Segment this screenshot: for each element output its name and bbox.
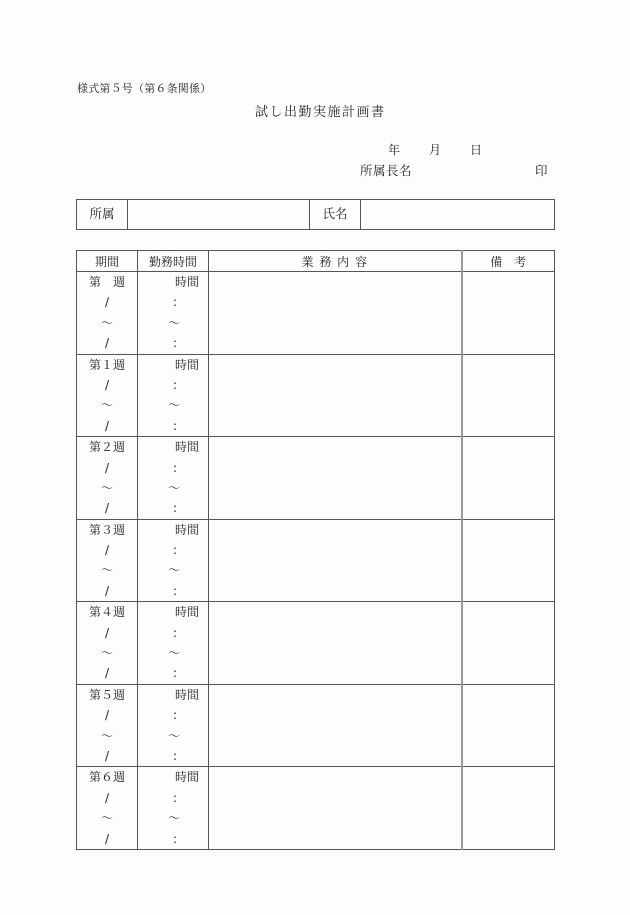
week-label: 第４週 bbox=[88, 605, 125, 620]
hours-label: 時間 bbox=[174, 687, 199, 702]
time-range-tilde: 〜 bbox=[167, 480, 180, 495]
date-range-tilde: 〜 bbox=[100, 728, 113, 743]
week-label: 第 週 bbox=[88, 275, 125, 289]
header-remarks: 備 考 bbox=[462, 251, 555, 272]
date-range-tilde: 〜 bbox=[100, 398, 113, 413]
time-range-tilde: 〜 bbox=[167, 398, 180, 413]
date-range-tilde: 〜 bbox=[100, 811, 113, 826]
date-to: / bbox=[104, 748, 110, 763]
plan-table bbox=[76, 250, 555, 850]
form-code: 様式第５号（第６条関係） bbox=[77, 82, 212, 95]
time-from: : bbox=[172, 377, 177, 392]
date-day-label: 日 bbox=[470, 143, 483, 157]
time-from: : bbox=[172, 295, 177, 310]
department-label: 所属 bbox=[77, 200, 128, 230]
header-duties: 業 務 内 容 bbox=[209, 251, 462, 272]
date-from: / bbox=[104, 708, 110, 723]
time-from: : bbox=[172, 543, 177, 558]
time-from: : bbox=[172, 625, 177, 640]
period-cell[interactable] bbox=[77, 767, 138, 850]
date-to: / bbox=[104, 583, 110, 598]
date-to: / bbox=[104, 666, 110, 681]
name-label: 氏名 bbox=[310, 200, 361, 230]
work-hours-cell[interactable] bbox=[138, 602, 209, 685]
week-label: 第２週 bbox=[88, 440, 125, 455]
work-hours-cell[interactable] bbox=[138, 767, 209, 850]
remarks-cell[interactable] bbox=[462, 767, 555, 850]
remarks-cell[interactable] bbox=[462, 519, 555, 602]
date-to: / bbox=[104, 418, 110, 433]
header-period: 期間 bbox=[77, 251, 138, 272]
duties-cell[interactable] bbox=[209, 602, 462, 685]
week-row bbox=[77, 437, 555, 520]
time-range-tilde: 〜 bbox=[167, 563, 180, 578]
date-to: / bbox=[104, 336, 110, 351]
seal-label: 印 bbox=[535, 163, 548, 178]
duties-cell[interactable] bbox=[209, 272, 462, 355]
week-row bbox=[77, 272, 555, 355]
time-range-tilde: 〜 bbox=[167, 728, 180, 743]
duties-cell[interactable] bbox=[209, 354, 462, 437]
remarks-cell[interactable] bbox=[462, 684, 555, 767]
time-to: : bbox=[172, 583, 177, 598]
work-hours-cell[interactable] bbox=[138, 684, 209, 767]
work-hours-cell[interactable] bbox=[138, 437, 209, 520]
hours-label: 時間 bbox=[174, 522, 199, 537]
date-range-tilde: 〜 bbox=[100, 646, 113, 661]
info-table bbox=[76, 199, 555, 230]
department-field[interactable] bbox=[128, 200, 310, 230]
week-label: 第３週 bbox=[88, 522, 125, 537]
time-range-tilde: 〜 bbox=[167, 646, 180, 661]
document-title: 試し出勤実施計画書 bbox=[255, 105, 386, 120]
period-cell[interactable] bbox=[77, 272, 138, 355]
time-from: : bbox=[172, 708, 177, 723]
hours-label: 時間 bbox=[174, 605, 199, 620]
week-row bbox=[77, 684, 555, 767]
date-from: / bbox=[104, 625, 110, 640]
name-field[interactable] bbox=[361, 200, 555, 230]
date-from: / bbox=[104, 460, 110, 475]
duties-cell[interactable] bbox=[209, 767, 462, 850]
date-from: / bbox=[104, 543, 110, 558]
duties-cell[interactable] bbox=[209, 437, 462, 520]
remarks-cell[interactable] bbox=[462, 437, 555, 520]
date-to: / bbox=[104, 831, 110, 846]
date-range-tilde: 〜 bbox=[100, 315, 113, 330]
week-row bbox=[77, 767, 555, 850]
date-from: / bbox=[104, 377, 110, 392]
time-from: : bbox=[172, 790, 177, 805]
hours-label: 時間 bbox=[174, 440, 199, 455]
week-row bbox=[77, 354, 555, 437]
remarks-cell[interactable] bbox=[462, 354, 555, 437]
date-year-label: 年 bbox=[388, 143, 401, 157]
date-range-tilde: 〜 bbox=[100, 480, 113, 495]
date-to: / bbox=[104, 501, 110, 516]
time-to: : bbox=[172, 336, 177, 351]
work-hours-cell[interactable] bbox=[138, 354, 209, 437]
date-from: / bbox=[104, 295, 110, 310]
time-to: : bbox=[172, 831, 177, 846]
date-range-tilde: 〜 bbox=[100, 563, 113, 578]
time-to: : bbox=[172, 666, 177, 681]
week-label: 第１週 bbox=[88, 357, 125, 372]
period-cell[interactable] bbox=[77, 437, 138, 520]
duties-cell[interactable] bbox=[209, 684, 462, 767]
work-hours-cell[interactable] bbox=[138, 272, 209, 355]
date-month-label: 月 bbox=[429, 143, 442, 157]
remarks-cell[interactable] bbox=[462, 272, 555, 355]
date-from: / bbox=[104, 790, 110, 805]
supervisor-name-label: 所属長名 bbox=[360, 163, 413, 178]
duties-cell[interactable] bbox=[209, 519, 462, 602]
time-to: : bbox=[172, 501, 177, 516]
period-cell[interactable] bbox=[77, 519, 138, 602]
week-label: 第５週 bbox=[88, 687, 125, 702]
hours-label: 時間 bbox=[174, 770, 199, 785]
time-from: : bbox=[172, 460, 177, 475]
period-cell[interactable] bbox=[77, 684, 138, 767]
work-hours-cell[interactable] bbox=[138, 519, 209, 602]
week-row bbox=[77, 519, 555, 602]
period-cell[interactable] bbox=[77, 354, 138, 437]
period-cell[interactable] bbox=[77, 602, 138, 685]
week-label: 第６週 bbox=[88, 770, 125, 785]
remarks-cell[interactable] bbox=[462, 602, 555, 685]
header-work-hours: 勤務時間 bbox=[138, 251, 209, 272]
time-to: : bbox=[172, 418, 177, 433]
time-range-tilde: 〜 bbox=[167, 315, 180, 330]
time-to: : bbox=[172, 748, 177, 763]
hours-label: 時間 bbox=[174, 275, 199, 289]
week-row bbox=[77, 602, 555, 685]
hours-label: 時間 bbox=[174, 357, 199, 372]
time-range-tilde: 〜 bbox=[167, 811, 180, 826]
